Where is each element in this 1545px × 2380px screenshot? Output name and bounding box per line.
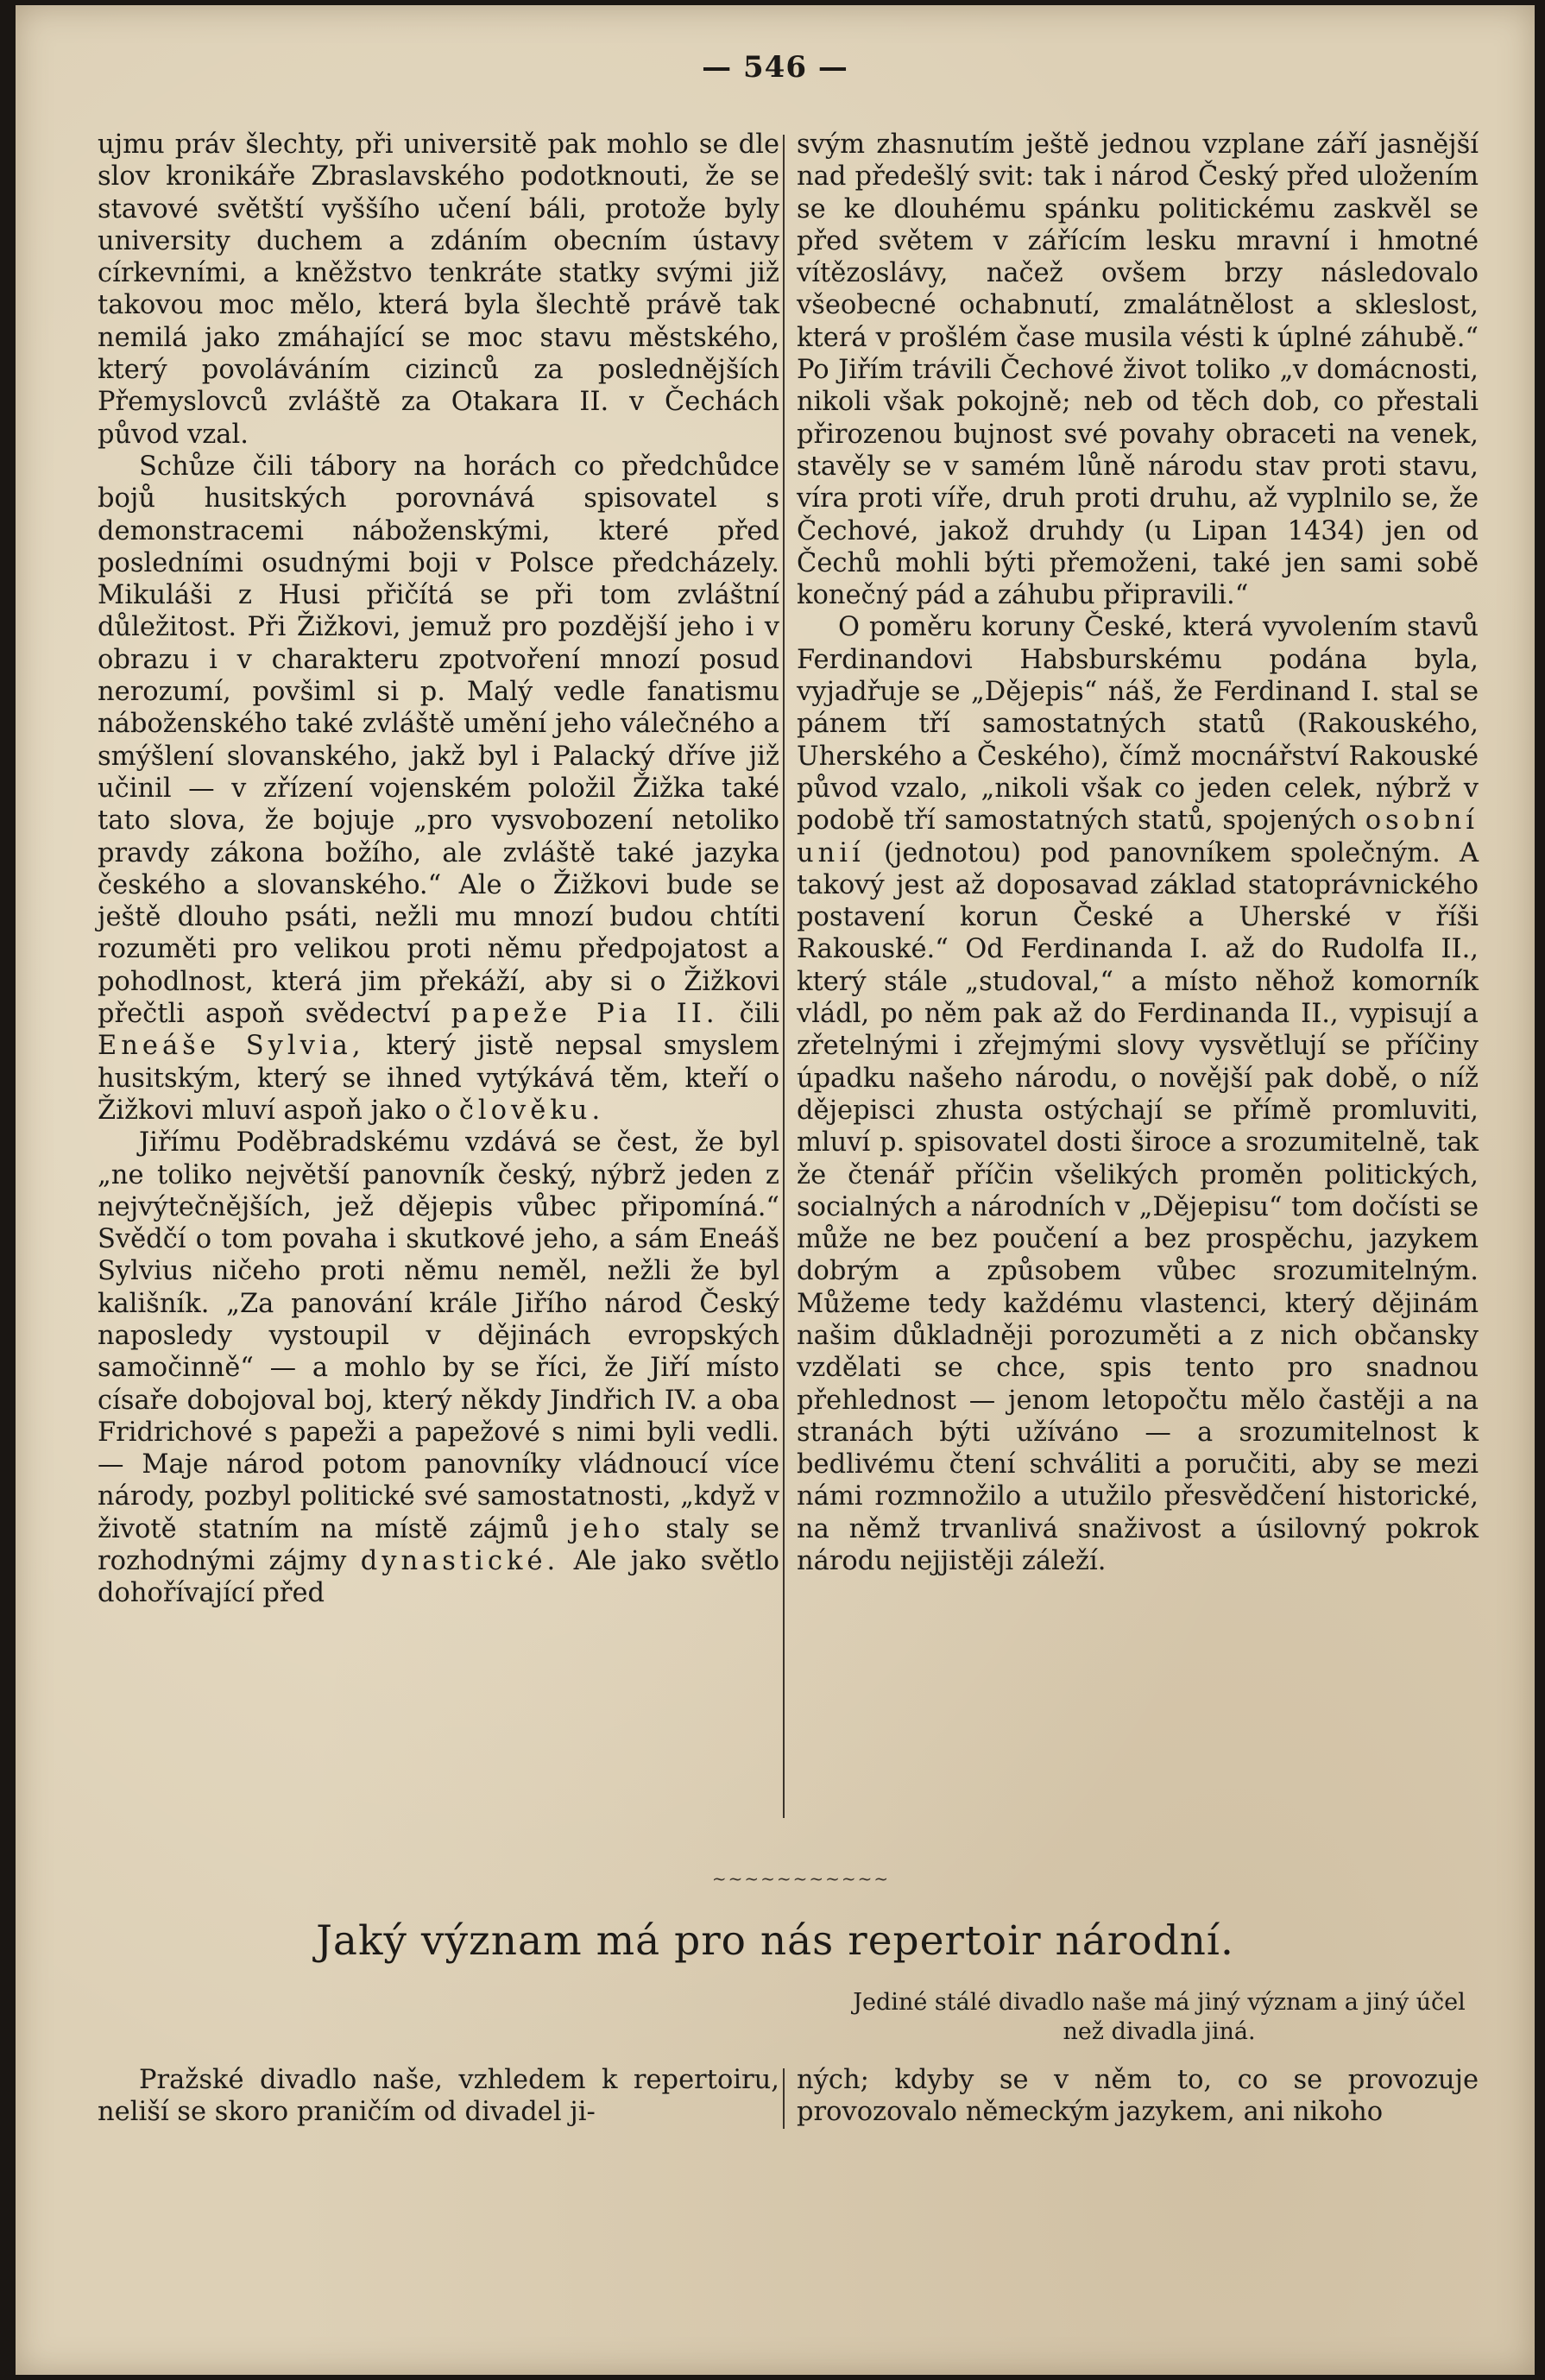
left-paragraph-2 — [98, 451, 779, 1127]
left-paragraph-3-text: Jiřímu Poděbradskému vzdává se čest, že byl „ne toliko největší panovník český, nýbrž jeden z nejvýtečnějších, jež dějepis vůbec připomíná.“ Svědčí o tom povaha i skutkové jeho, a sám Eneáš Sylvius ničeho proti němu neměl, nežli že byl kališník. „Za panování krále Jiřího národ Český naposledy vystoupil v dějinách evropských samočinně“ — a mohlo by se říci, že Jiří místo císaře dobojoval boj, který někdy Jindřich IV. a oba Fridrichové s papeži a papežové s nimi byli vedli. — Maje národ potom panovníky vládnoucí více národy, pozbyl politické své samostatnosti, „když v životě statním na místě zájmů — [98, 1127, 779, 1544]
newspaper-page — [16, 5, 1535, 2375]
article-title: Jaký význam má pro nás repertoir národní. — [316, 1917, 1234, 1965]
article-subtitle: Jediné stálé divadlo naše má jiný význam a jiný účel než divadla jiná. — [853, 1989, 1466, 2045]
right-paragraph-1: svým zhasnutím ještě jednou vzplane září jasnější nad předešlý svit: tak i národ Český před uložením se ke dlouhému spánku politickému zaskvěl se před světem v zářícím lesku mravní i hmotné vítězoslávy, načež ovšem brzy následovalo všeobecné ochabnutí, zmalátnělost a skleslost, která v prošlém čase musila vésti k úplné záhubě.“ Po Jiřím trávili Čechové život toliko „v domácnosti, nikoli však pokojně; neb od těch dob, co přestali přirozenou bujnost své povahy obraceti na venek, stavěly se v samém lůně národu stav proti stavu, víra proti víře, druh proti druhu, až vyplnilo se, že Čechové, jakož druhdy (u Lipan 1434) jen od Čechů mohli býti přemoženi, také jen sami sobě konečný pád a záhubu připravili.“ — [797, 129, 1479, 611]
left-paragraph-2-end: který jistě nepsal smyslem husitským, který se ihned vytýkává těm, kteří o Žižkovi mluví aspoň jako o — [98, 1031, 779, 1126]
article-text-left: Pražské divadlo naše, vzhledem k repertoiru, neliší se skoro praničím od divadel ji- — [98, 2065, 779, 2128]
article-text-right: ných; kdyby se v něm to, co se provozuje provozovalo německým jazykem, ani nikoho — [797, 2065, 1479, 2128]
separator-ornament: ~~~~~~~~~~~ — [711, 1868, 891, 1889]
left-paragraph-3-mid: staly se rozhodnými zájmy — [98, 1513, 780, 1577]
left-paragraph-3 — [98, 1127, 779, 1609]
right-paragraph-2 — [797, 611, 1479, 1577]
left-paragraph-3-spaced-b: dynastické. — [360, 1546, 560, 1577]
left-column — [98, 129, 779, 1610]
left-paragraph-2-mid: čili — [718, 999, 780, 1030]
column-divider — [783, 135, 785, 1818]
left-paragraph-3-end: Ale jako světlo dohořívající před — [98, 1546, 779, 1609]
left-paragraph-2-spaced-a: papeže Pia II. — [451, 999, 719, 1030]
right-paragraph-2-spaced: osobní unií — [797, 805, 1479, 868]
page-number: — 546 — — [702, 50, 848, 85]
left-paragraph-2-text: Schůze čili tábory na horách co předchůdce bojů husitských porovnává spisovatel s demonstracemi náboženskými, které před posledními osudnými boji v Polsce předcházely. Mikuláši z Husi přičítá se při tom zvláštní důležitost. Při Žižkovi, jemuž pro pozdější jeho i v obrazu i v charakteru zpotvoření mnozí posud nerozumí, povšiml si p. Malý vedle fanatismu náboženského také zvláště umění jeho válečného a smýšlení slovanského, jakž byl i Palacký dříve již učinil — v zřízení vojenském položil Žižka také tato slova, že bojuje „pro vysvobození netoliko pravdy zákona božího, ale zvláště také jazyka českého a slovanského.“ Ale o Žižkovi bude se ještě dlouho psáti, nežli mu mnozí budou chtíti rozuměti pro velikou proti němu předpojatost a pohodlnost, která jim překáží, aby si o Žižkovi přečtli aspoň svědectví — [98, 451, 779, 1030]
left-paragraph-1: ujmu práv šlechty, při universitě pak mohlo se dle slov kronikáře Zbraslavského podotknouti, že se stavové světští vyššího učení báli, protože byly university duchem a zdáním obecním ústavy církevními, a kněžstvo tenkráte statky svými již takovou moc mělo, která byla šlechtě právě tak nemilá jako zmáhající se moc stavu městského, který povoláváním cizinců za poslednějších Přemyslovců zvláště za Otakara II. v Čechách původ vzal. — [98, 129, 779, 450]
left-paragraph-2-spaced-b: Eneáše Sylvia, — [98, 1031, 365, 1062]
left-paragraph-2-spaced-c: člověku. — [458, 1095, 605, 1126]
bottom-column-divider — [783, 2068, 785, 2129]
right-paragraph-2-end: (jednotou) pod panovníkem společným. A takový jest až doposavad základ statoprávnického postavení korun České a Uherské v říši Rakouské.“ Od Ferdinanda I. až do Rudolfa II., který stále „studoval,“ a místo něhož komorník vládl, po něm pak až do Ferdinanda II., vypisují a zřetelnými i zřejmými slovy vysvětlují se příčiny úpadku našeho národu, o novější pak době, o níž dějepisci zhusta ostýchají se přímě promluviti, mluví p. spisovatel dosti široce a srozumitelně, tak že čtenář příčin všelikých proměn politických, socialných a národních v „Dějepisu“ tom dočísti se může ne bez poučení a bez prospěchu, jazykem dobrým a způsobem vůbec srozumitelným. Můžeme tedy každému vlastenci, který dějinám našim důkladněji porozuměti a z nich občansky vzdělati se chce, spis tento pro snadnou přehlednost — jenom letopočtu mělo častěji a na stranách býti užíváno — a srozumitelnost k bedlivému čtení schváliti a poručiti, aby se mezi námi rozmnožilo a utužilo přesvědčení historické, na němž trvanlivá snaživost a úsilovný pokrok národu nejjistěji záleží. — [797, 837, 1479, 1577]
right-paragraph-2-text: O poměru koruny České, která vyvolením stavů Ferdinandovi Habsburskému podána byla, vyjadřuje se „Dějepis“ náš, že Ferdinand I. stal se pánem tří samostatných statů (Rakouského, Uherského a Českého), čímž mocnářství Rakouské původ vzalo, „nikoli však co jeden celek, nýbrž v podobě tří samostatných statů, spojených — [797, 612, 1479, 836]
left-paragraph-3-spaced-a: jeho — [570, 1513, 645, 1544]
right-column — [797, 129, 1479, 1577]
